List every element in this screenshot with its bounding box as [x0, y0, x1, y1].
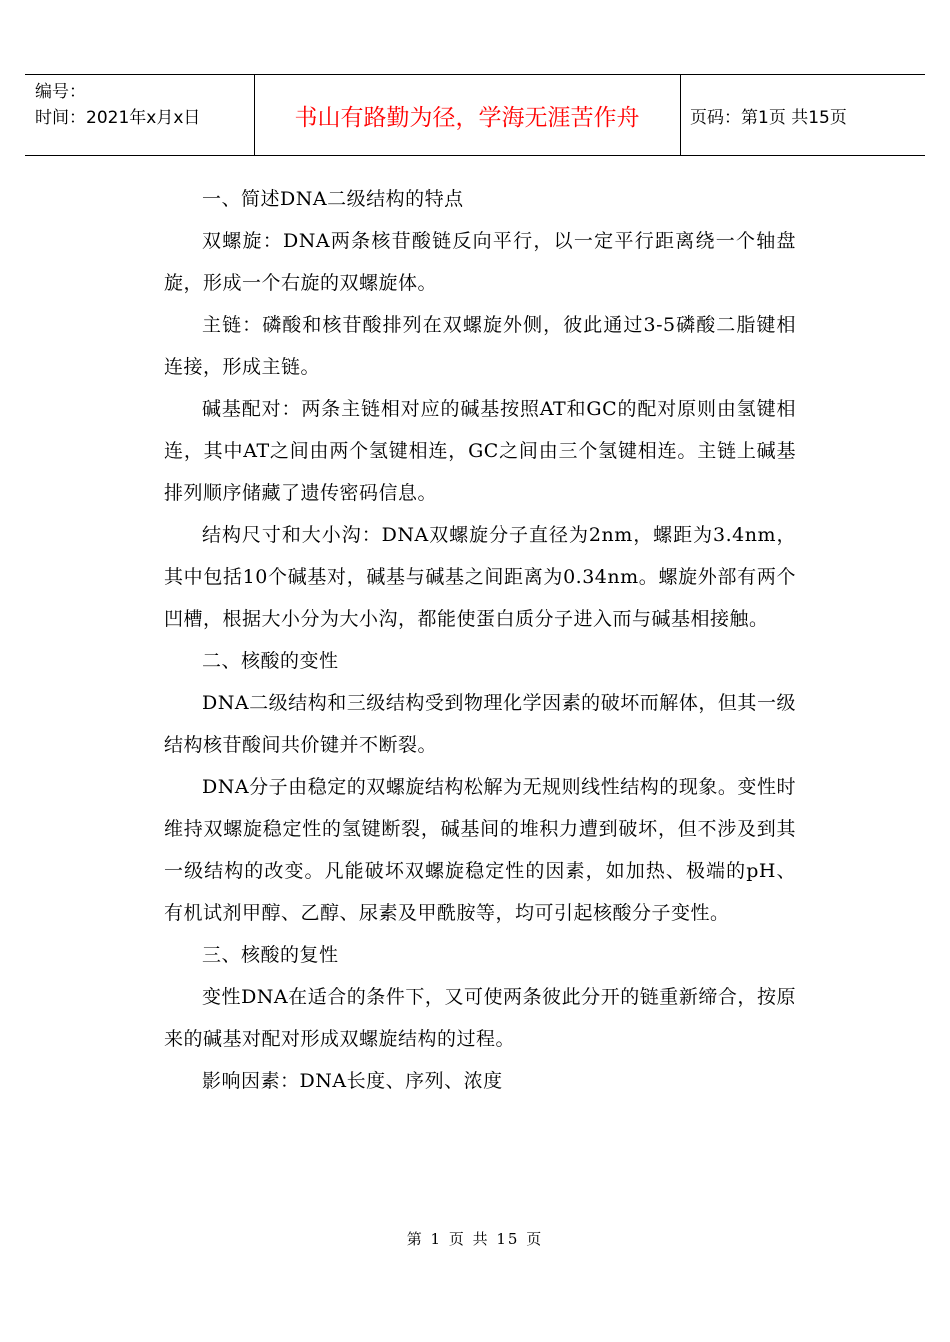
document-time-label: 时间：2021年x月x日	[35, 108, 201, 128]
header-page-info: 页码：第1页 共15页	[690, 107, 847, 128]
paragraph-base-pairing: 碱基配对：两条主链相对应的碱基按照AT和GC的配对原则由氢键相连，其中AT之间由两个氢键相连，GC之间由三个氢键相连。主链上碱基排列顺序储藏了遗传密码信息。	[164, 398, 796, 504]
paragraph-double-helix: 双螺旋：DNA两条核苷酸链反向平行，以一定平行距离绕一个轴盘旋，形成一个右旋的双螺旋体。	[164, 230, 796, 294]
page-footer: 第 1 页 共 15 页	[406, 1230, 544, 1248]
paragraph-renaturation: 变性DNA在适合的条件下，又可使两条彼此分开的链重新缔合，按原来的碱基对配对形成双螺旋结构的过程。	[164, 986, 796, 1050]
paragraph-factors: 影响因素：DNA长度、序列、浓度	[202, 1070, 503, 1092]
paragraph-dimensions: 结构尺寸和大小沟：DNA双螺旋分子直径为2nm，螺距为3.4nm，其中包括10个碱基对，碱基与碱基之间距离为0.34nm。螺旋外部有两个凹槽，根据大小分为大小沟，都能使蛋白质分子进入而与碱基相接触。	[164, 524, 796, 630]
section-heading-3: 三、核酸的复性	[202, 944, 339, 966]
page-header	[25, 74, 925, 156]
paragraph-denaturation-1: DNA二级结构和三级结构受到物理化学因素的破坏而解体，但其一级结构核苷酸间共价键并不断裂。	[164, 692, 796, 756]
document-body	[164, 178, 796, 1102]
header-motto: 书山有路勤为径，学海无涯苦作舟	[294, 104, 640, 131]
paragraph-denaturation-2: DNA分子由稳定的双螺旋结构松解为无规则线性结构的现象。变性时维持双螺旋稳定性的氢键断裂，碱基间的堆积力遭到破坏，但不涉及到其一级结构的改变。凡能破坏双螺旋稳定性的因素，如加热、极端的pH、有机试剂甲醇、乙醇、尿素及甲酰胺等，均可引起核酸分子变性。	[164, 776, 796, 924]
document-number-label: 编号：	[35, 82, 86, 102]
section-heading-1: 一、简述DNA二级结构的特点	[202, 188, 464, 210]
header-meta	[35, 79, 200, 131]
paragraph-backbone: 主链：磷酸和核苷酸排列在双螺旋外侧，彼此通过3-5磷酸二脂键相连接，形成主链。	[164, 314, 796, 378]
section-heading-2: 二、核酸的变性	[202, 650, 339, 672]
header-divider-right	[680, 75, 681, 155]
